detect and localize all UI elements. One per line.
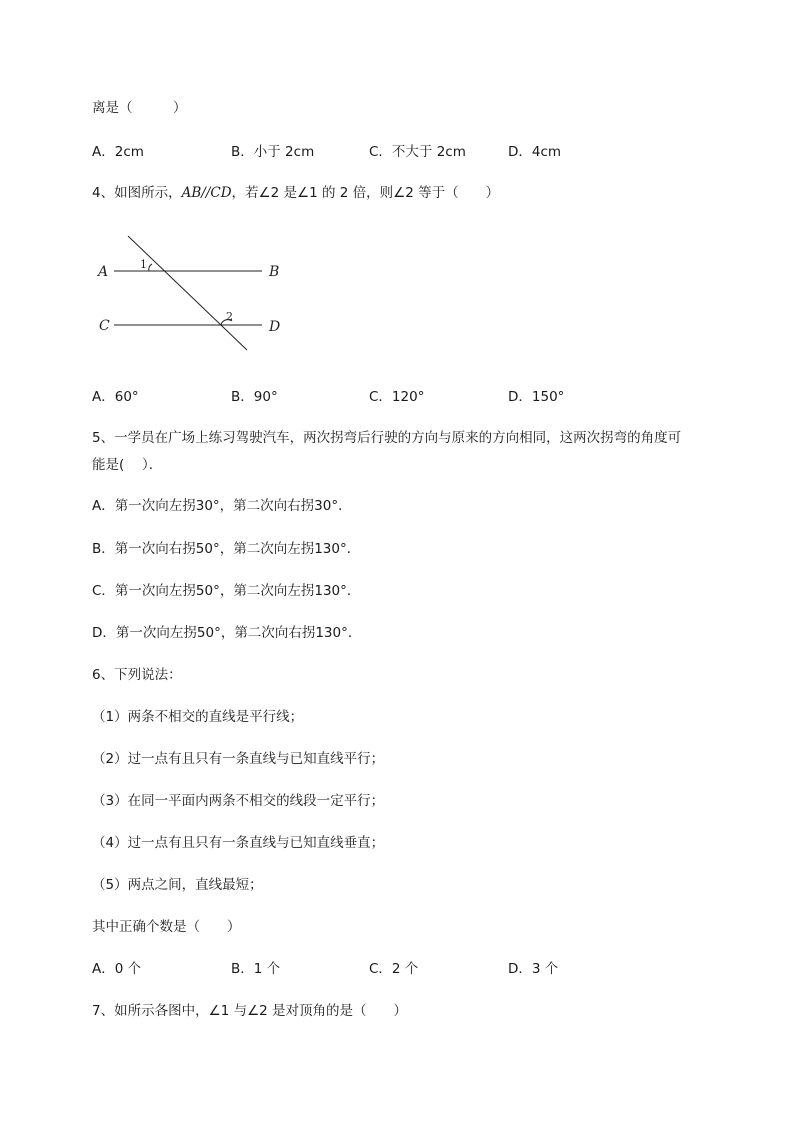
q4-option-c: C．120°	[369, 389, 425, 405]
label-angle-1: 1	[140, 258, 147, 271]
q7-stem: 7、如所示各图中，∠1 与∠2 是对顶角的是（ ）	[92, 1003, 408, 1019]
q6-question: 其中正确个数是（ ）	[92, 919, 241, 935]
angle-1-arc	[149, 264, 152, 271]
q4-cd: CD	[210, 185, 232, 201]
q4-suffix: ，若∠2 是∠1 的 2 倍，则∠2 等于（ ）	[231, 185, 500, 201]
q6-statement-2: （2）过一点有且只有一条直线与已知直线平行；	[92, 751, 385, 767]
q3-option-b: B．小于 2cm	[231, 144, 315, 160]
q3-stem-tail: 离是（ ）	[92, 100, 187, 116]
q5-option-c: C．第一次向左拐50°，第二次向左拐130°．	[92, 583, 361, 599]
q6-option-a: A．0 个	[92, 961, 142, 977]
q4-option-d: D．150°	[508, 389, 565, 405]
q4-option-a: A．60°	[92, 389, 139, 405]
q3-option-a: A．2cm	[92, 144, 144, 160]
q6-statement-4: （4）过一点有且只有一条直线与已知直线垂直；	[92, 835, 385, 851]
q6-option-c: C．2 个	[369, 961, 419, 977]
q6-stem: 6、下列说法：	[92, 667, 182, 683]
label-b: B	[269, 264, 280, 280]
q3-option-c: C．不大于 2cm	[369, 144, 466, 160]
label-c: C	[99, 318, 110, 334]
label-d: D	[269, 319, 281, 335]
label-angle-2: 2	[226, 310, 233, 323]
q5-stem-line1: 5、一学员在广场上练习驾驶汽车，两次拐弯后行驶的方向与原来的方向相同，这两次拐弯的角度可	[92, 430, 682, 446]
q5-option-a: A．第一次向左拐30°，第二次向右拐30°．	[92, 498, 352, 514]
q5-stem-line2: 能是( ）．	[92, 457, 163, 473]
q3-option-d: D．4cm	[508, 144, 562, 160]
q4-prefix: 4、如图所示，	[92, 185, 182, 201]
q6-statement-1: （1）两条不相交的直线是平行线；	[92, 709, 304, 725]
q4-option-b: B．90°	[231, 389, 278, 405]
q6-option-d: D．3 个	[508, 961, 559, 977]
q5-option-d: D．第一次向左拐50°，第二次向右拐130°．	[92, 625, 362, 641]
q6-statement-5: （5）两点之间，直线最短；	[92, 877, 263, 893]
q5-option-b: B．第一次向右拐50°，第二次向左拐130°．	[92, 541, 361, 557]
transversal-line	[128, 236, 247, 350]
parallel-lines-figure	[90, 226, 300, 360]
label-a: A	[98, 264, 109, 280]
q4-parallel: //	[201, 185, 211, 201]
q4-stem	[92, 184, 499, 202]
q4-ab: AB	[181, 185, 202, 201]
q6-statement-3: （3）在同一平面内两条不相交的线段一定平行；	[92, 793, 385, 809]
q6-option-b: B．1 个	[231, 961, 281, 977]
